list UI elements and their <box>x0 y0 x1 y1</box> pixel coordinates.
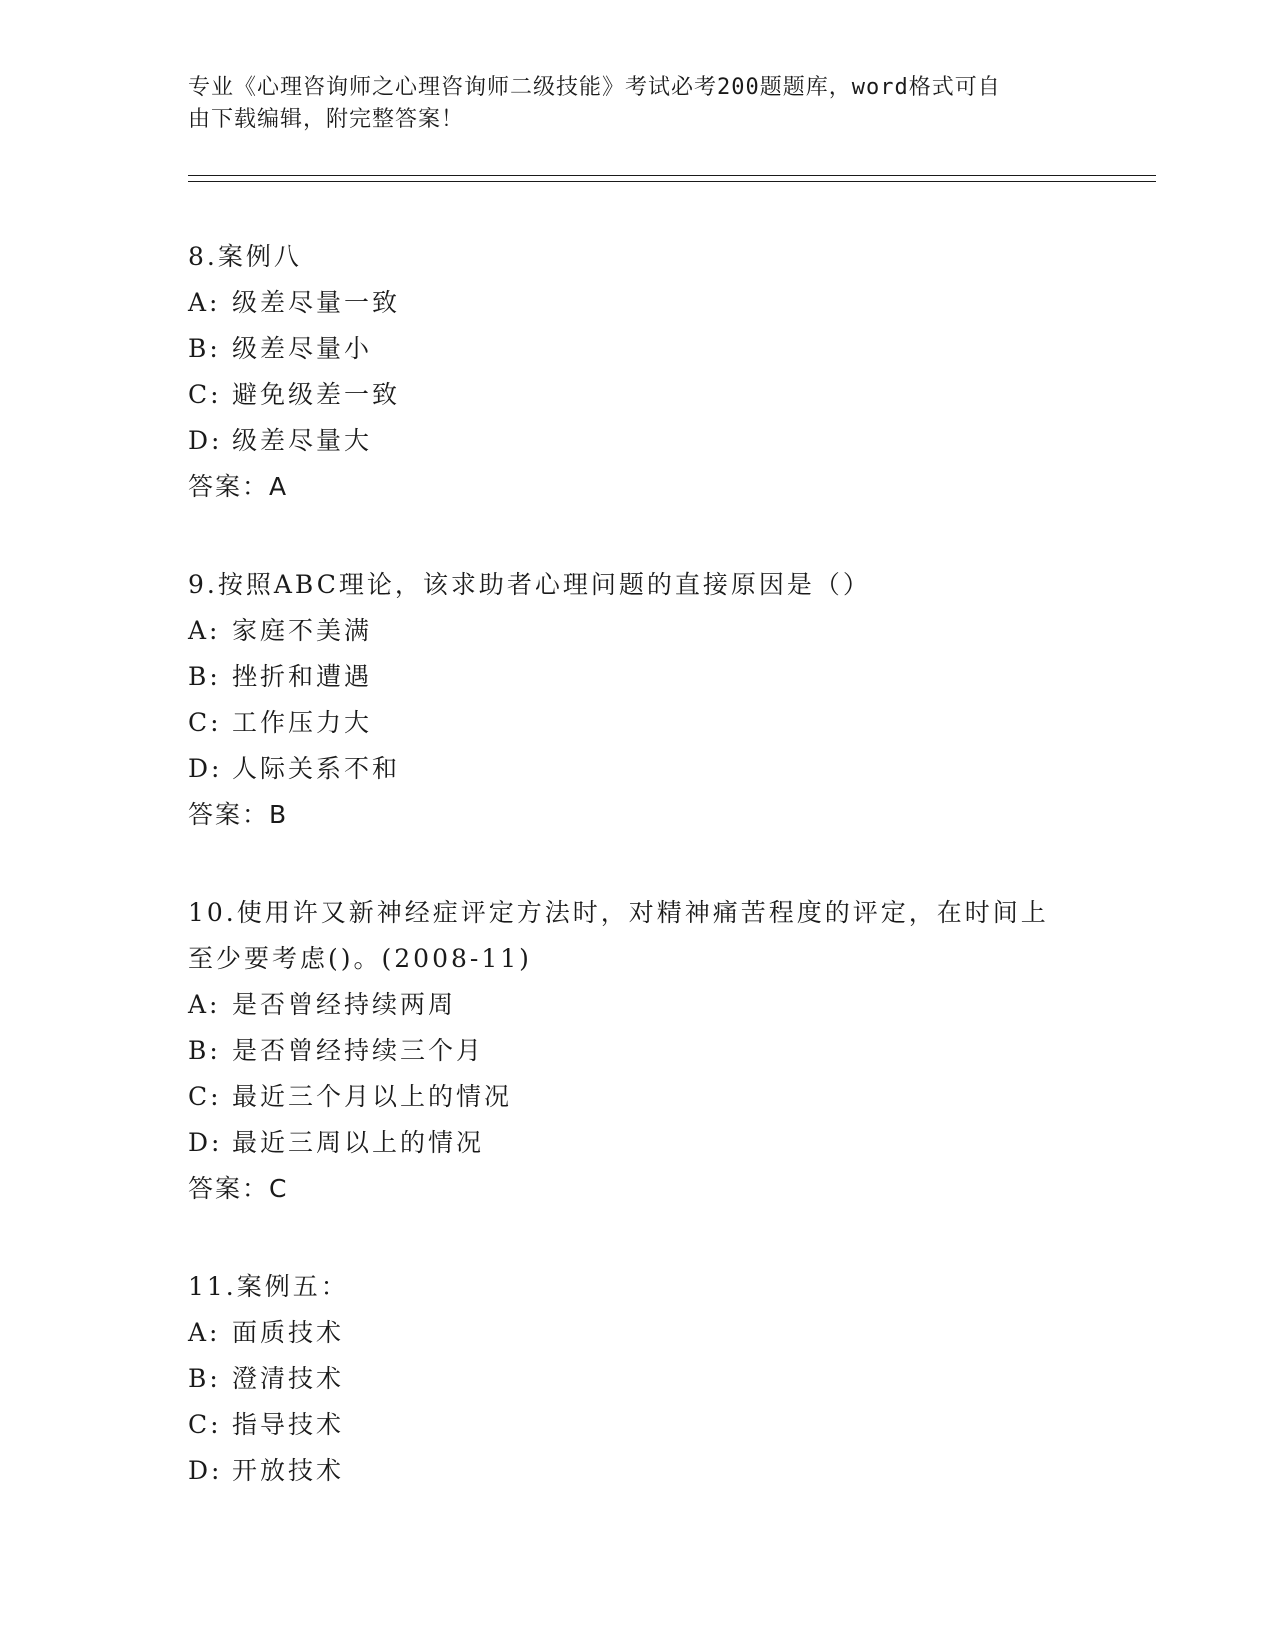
option-text: 级差尽量大 <box>232 426 373 455</box>
option-text: 开放技术 <box>232 1456 345 1485</box>
option-line <box>188 654 1088 700</box>
option-text: 人际关系不和 <box>232 754 401 783</box>
option-text: 避免级差一致 <box>232 380 401 409</box>
option-text: 指导技术 <box>232 1410 345 1439</box>
question-list <box>188 234 1088 1546</box>
option-line <box>188 746 1088 792</box>
option-letter: C: <box>188 1410 222 1439</box>
option-letter: A: <box>188 288 221 317</box>
question-block <box>188 234 1088 510</box>
header-line-1: 专业《心理咨询师之心理咨询师二级技能》考试必考200题题库，word格式可自 <box>188 75 1001 100</box>
option-text: 是否曾经持续两周 <box>232 990 457 1019</box>
option-line <box>188 280 1088 326</box>
answer-line: 答案：A <box>188 472 289 501</box>
header-rule-bottom <box>188 181 1156 182</box>
option-letter: A: <box>188 990 221 1019</box>
header-rule-top <box>188 175 1156 176</box>
header-line-2: 由下载编辑，附完整答案！ <box>188 107 465 132</box>
option-letter: B: <box>188 1036 221 1065</box>
option-line <box>188 700 1088 746</box>
option-line <box>188 1448 1088 1494</box>
option-line <box>188 1402 1088 1448</box>
question-stem: 11.案例五： <box>188 1272 349 1301</box>
option-letter: B: <box>188 662 221 691</box>
option-text: 最近三周以上的情况 <box>232 1128 485 1157</box>
question-stem: 9.按照ABC理论，该求助者心理问题的直接原因是（） <box>188 570 871 599</box>
option-text: 澄清技术 <box>232 1364 345 1393</box>
option-text: 面质技术 <box>232 1318 345 1347</box>
option-letter: C: <box>188 708 222 737</box>
question-block <box>188 562 1088 838</box>
option-letter: D: <box>188 754 223 783</box>
option-text: 工作压力大 <box>232 708 373 737</box>
option-letter: C: <box>188 380 222 409</box>
answer-line: 答案：C <box>188 1174 289 1203</box>
option-text: 家庭不美满 <box>232 616 373 645</box>
option-line <box>188 982 1088 1028</box>
option-line <box>188 1028 1088 1074</box>
option-letter: A: <box>188 1318 221 1347</box>
option-line <box>188 326 1088 372</box>
option-letter: C: <box>188 1082 222 1111</box>
question-stem: 8.案例八 <box>188 242 302 271</box>
question-block <box>188 890 1088 1212</box>
option-line <box>188 1310 1088 1356</box>
option-text: 是否曾经持续三个月 <box>232 1036 485 1065</box>
option-letter: B: <box>188 1364 221 1393</box>
option-text: 级差尽量一致 <box>232 288 401 317</box>
option-text: 级差尽量小 <box>232 334 373 363</box>
option-letter: D: <box>188 1456 223 1485</box>
question-stem: 10.使用许又新神经症评定方法时，对精神痛苦程度的评定，在时间上 <box>188 898 1049 927</box>
option-letter: A: <box>188 616 221 645</box>
option-text: 最近三个月以上的情况 <box>232 1082 513 1111</box>
option-letter: D: <box>188 426 223 455</box>
answer-line: 答案：B <box>188 800 289 829</box>
option-text: 挫折和遭遇 <box>232 662 373 691</box>
option-line <box>188 418 1088 464</box>
question-block <box>188 1264 1088 1494</box>
question-stem: 至少要考虑()。(2008-11) <box>188 944 532 973</box>
option-line <box>188 1074 1088 1120</box>
option-letter: D: <box>188 1128 223 1157</box>
option-line <box>188 372 1088 418</box>
option-line <box>188 1356 1088 1402</box>
document-header <box>188 72 1068 136</box>
option-line <box>188 1120 1088 1166</box>
option-letter: B: <box>188 334 221 363</box>
option-line <box>188 608 1088 654</box>
